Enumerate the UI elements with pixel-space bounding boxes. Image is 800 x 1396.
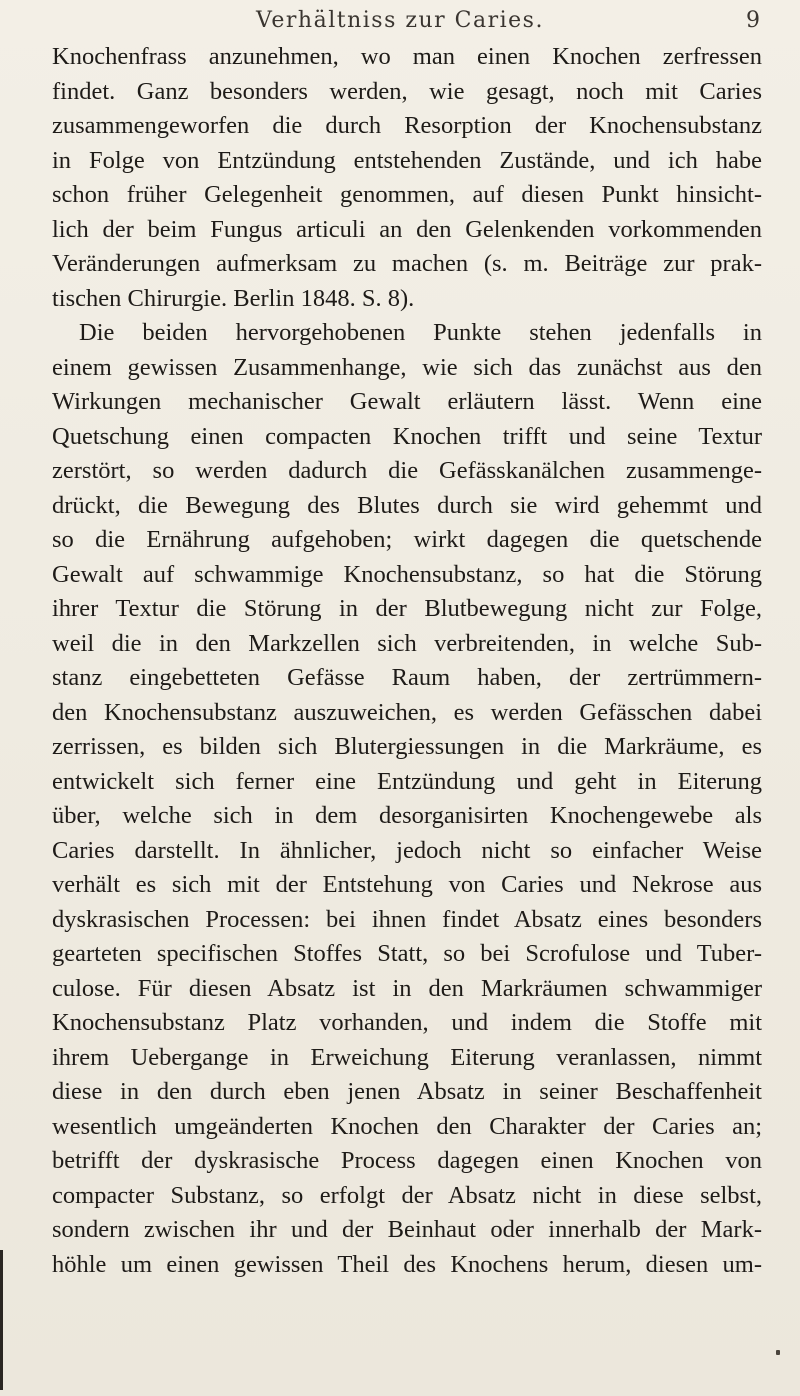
text-line: drückt, die Bewegung des Blutes durch sie wird gehemmt und [52,491,762,519]
text-line: zerstört, so werden dadurch die Gefässkanälchen zusammenge- [52,457,762,484]
text-line: weil die in den Markzellen sich verbreitenden, in welche Sub- [52,629,762,657]
page-header [0,6,800,40]
text-line: Knochensubstanz Platz vorhanden, und indem die Stoffe mit [52,1009,762,1036]
text-line: Knochenfrass anzunehmen, wo man einen Knochen zerfressen [52,43,762,70]
text-line: gearteten specifischen Stoffes Statt, so bei Scrofulose und Tuber- [52,940,762,967]
page-edge-shadow [0,1250,3,1390]
text-line: ihrer Textur die Störung in der Blutbewegung nicht zur Folge, [52,595,762,622]
text-line: tischen Chirurgie. Berlin 1848. S. 8). [52,284,415,312]
text-line: zusammengeworfen die durch Resorption der Knochensubstanz [52,112,762,139]
text-line: Veränderungen aufmerksam zu machen (s. m. Beiträge zur prak- [52,250,762,277]
text-line: sondern zwischen ihr und der Beinhaut oder innerhalb der Mark- [52,1216,762,1243]
text-line: Caries darstellt. In ähnlicher, jedoch nicht so einfacher Weise [52,836,762,864]
body-text [52,40,762,1282]
text-line: dyskrasischen Processen: bei ihnen findet Absatz eines besonders [52,905,762,933]
ink-speck [776,1350,780,1355]
text-line: culose. Für diesen Absatz ist in den Markräumen schwammiger [52,974,762,1002]
text-line: höhle um einen gewissen Theil des Knochens herum, diesen um- [52,1250,762,1278]
text-line: in Folge von Entzündung entstehenden Zustände, und ich habe [52,146,762,174]
text-line: entwickelt sich ferner eine Entzündung und geht in Eiterung [52,767,762,795]
text-line: stanz eingebetteten Gefässe Raum haben, der zertrümmern- [52,664,762,691]
text-line: über, welche sich in dem desorganisirten Knochengewebe als [52,802,762,829]
text-line: betrifft der dyskrasische Process dagegen einen Knochen von [52,1147,762,1174]
text-line: compacter Substanz, so erfolgt der Absatz nicht in diese selbst, [52,1181,762,1209]
text-line: so die Ernährung aufgehoben; wirkt dagegen die quetschende [52,526,762,553]
text-line: verhält es sich mit der Entstehung von Caries und Nekrose aus [52,871,762,898]
text-line: zerrissen, es bilden sich Blutergiessungen in die Markräume, es [52,733,762,760]
text-line: wesentlich umgeänderten Knochen den Charakter der Caries an; [52,1112,762,1140]
paragraph-start-line: Die beiden hervorgehobenen Punkte stehen jedenfalls in [79,319,762,346]
text-line: Gewalt auf schwammige Knochensubstanz, so hat die Störung [52,560,762,588]
text-line: findet. Ganz besonders werden, wie gesagt, noch mit Caries [52,77,762,105]
text-line: schon früher Gelegenheit genommen, auf diesen Punkt hinsicht- [52,181,762,208]
text-line: lich der beim Fungus articuli an den Gelenkenden vorkommenden [52,215,762,243]
text-line: ihrem Uebergange in Erweichung Eiterung veranlassen, nimmt [52,1043,762,1071]
page-number: 9 [746,8,760,33]
text-line: den Knochensubstanz auszuweichen, es werden Gefässchen dabei [52,698,762,726]
text-line: Quetschung einen compacten Knochen trifft und seine Textur [52,422,762,450]
text-line: einem gewissen Zusammenhange, wie sich das zunächst aus den [52,353,762,381]
text-line: Wirkungen mechanischer Gewalt erläutern lässt. Wenn eine [52,388,762,415]
text-line: diese in den durch eben jenen Absatz in seiner Beschaffenheit [52,1078,762,1105]
running-title: Verhältniss zur Caries. [256,8,544,33]
